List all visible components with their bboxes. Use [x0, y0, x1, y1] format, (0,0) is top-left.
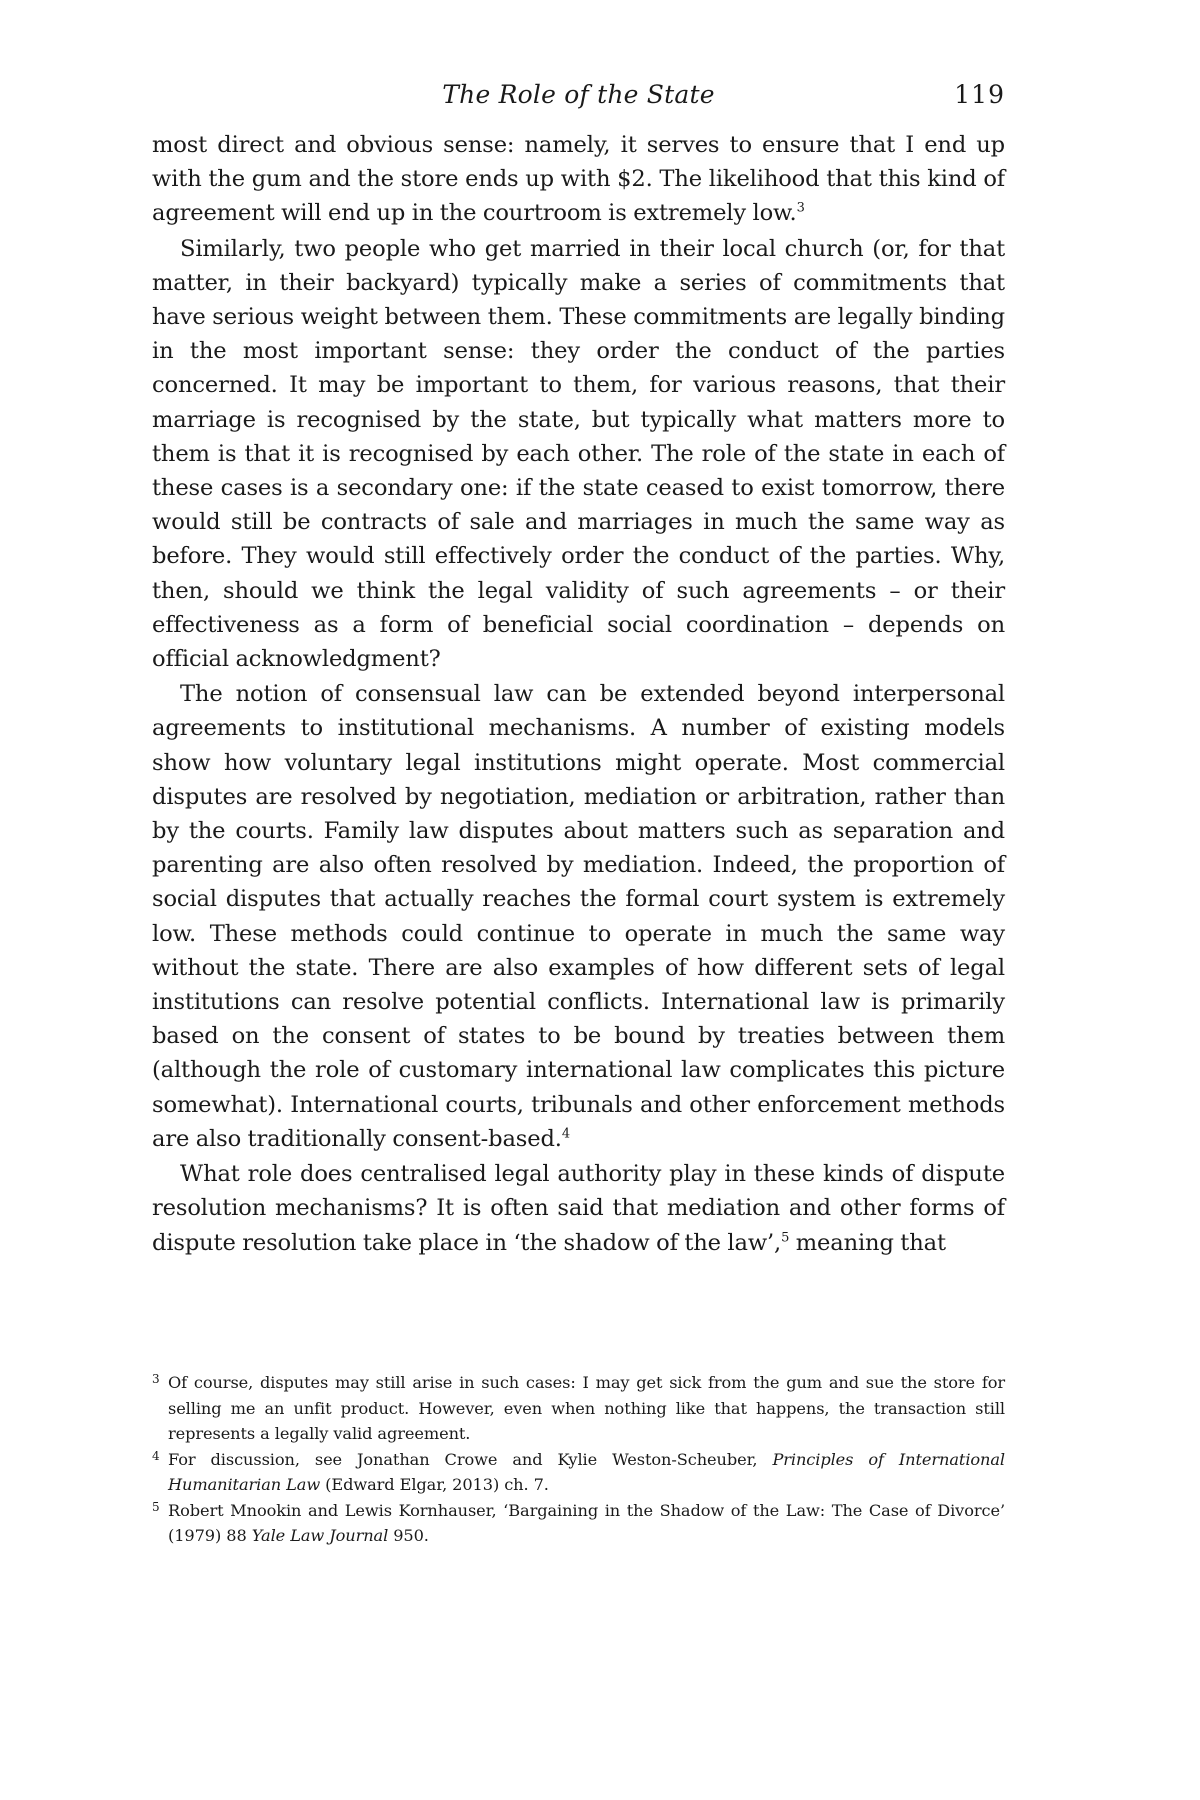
footnote-5-number: 5: [152, 1499, 160, 1514]
footnote-ref-5: 5: [781, 1229, 790, 1245]
paragraph-3: [152, 677, 1005, 1156]
footnote-5: [152, 1498, 1005, 1549]
paragraph-1: [152, 128, 1005, 231]
page: [152, 80, 1005, 1260]
paragraph-4-text-b: meaning that: [789, 1229, 946, 1256]
footnote-3: [152, 1370, 1005, 1447]
footnote-5-journal: Yale Law Journal: [251, 1526, 389, 1545]
running-title: The Role of the State: [442, 80, 715, 109]
footnote-4: [152, 1447, 1005, 1498]
paragraph-3-text: The notion of consensual law can be extended beyond interpersonal agreements to institutional mechanisms. A number of existing models show how voluntary legal institutions might operate. Most commercial disputes are resolved by negotiation, mediation or arbitration, rather than by the courts. Family law disputes about matters such as separation and parenting are also often resolved by mediation. Indeed, the proportion of social disputes that actually reaches the formal court system is extremely low. These methods could continue to operate in much the same way without the state. There are also examples of how different sets of legal institutions can resolve potential conflicts. International law is primarily based on the consent of states to be bound by treaties between them (although the role of customary international law complicates this picture somewhat). International courts, tribunals and other enforcement methods are also traditionally consent-based.: [152, 681, 1005, 1152]
body-text: [152, 128, 1005, 1260]
footnote-ref-3: 3: [796, 200, 805, 216]
footnote-4-text-post: (Edward Elgar, 2013) ch. 7.: [320, 1475, 549, 1494]
footnote-3-number: 3: [152, 1372, 160, 1386]
footnote-4-book-title: Principles of International Humanitarian Law: [168, 1449, 1005, 1494]
paragraph-4-text-a: What role does centralised legal authority play in these kinds of dispute resolution mechanisms? It is often said that mediation and other forms of dispute resolution take place in ‘the shadow of the law’,: [152, 1161, 1005, 1256]
footnote-4-text-pre: For discussion, see Jonathan Crowe and Kylie Weston-Scheuber,: [168, 1449, 773, 1469]
footnote-ref-4: 4: [561, 1126, 570, 1142]
footnote-3-text: Of course, disputes may still arise in such cases: I may get sick from the gum and sue the store for selling me an unfit product. However, even when nothing like that happens, the transaction still represents a legally valid agreement.: [168, 1373, 1005, 1443]
running-header: [152, 80, 1005, 120]
paragraph-4: [152, 1157, 1005, 1260]
footnote-5-text-pre: Robert Mnookin and Lewis Kornhauser, ‘Bargaining in the Shadow of the Law: The Case of Divorce’ (1979) 88: [168, 1500, 1005, 1545]
footnote-4-number: 4: [152, 1448, 160, 1463]
footnote-5-text-post: 950.: [388, 1526, 429, 1545]
paragraph-1-text: most direct and obvious sense: namely, it serves to ensure that I end up with the gum and the store ends up with $2. The likelihood that this kind of agreement will end up in the courtroom is extremely low.: [152, 132, 1005, 227]
footnotes: [152, 1370, 1005, 1549]
page-number: 119: [954, 80, 1005, 109]
paragraph-2: Similarly, two people who get married in their local church (or, for that matter, in their backyard) typically make a series of commitments that have serious weight between them. These commitments are legally binding in the most important sense: they order the conduct of the parties concerned. It may be important to them, for various reasons, that their marriage is recognised by the state, but typically what matters more to them is that it is recognised by each other. The role of the state in each of these cases is a secondary one: if the state ceased to exist tomorrow, there would still be contracts of sale and marriages in much the same way as before. They would still effectively order the conduct of the parties. Why, then, should we think the legal validity of such agreements – or their effectiveness as a form of beneficial social coordination – depends on official acknowledgment?: [152, 235, 1005, 673]
